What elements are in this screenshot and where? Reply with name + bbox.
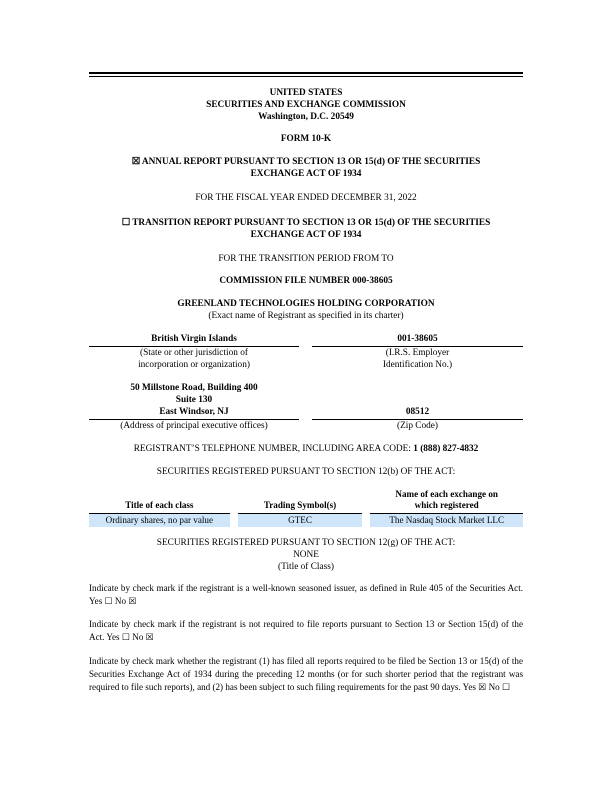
section-12g-heading: SECURITIES REGISTERED PURSUANT TO SECTION 12(g) OF THE ACT: [156,538,456,548]
telephone-line [89,444,523,456]
ein-value: 001-38605 [397,334,438,344]
zip-underline [312,419,523,420]
header-country: UNITED STATES [269,88,343,98]
filed-reports-paragraph: Indicate by check mark whether the registrant (1) has filed all reports required to be filed be Section 13 or 15(d) of the Securities Exchange Act of 1934 during the preceding 12 months (or for such shorter period that the registrant was required to file such reports), and (2) has been subject to such filing requirements for the past 90 days. Yes ☒ No ☐ [89,656,523,692]
not-required-paragraph: Indicate by check mark if the registrant is not required to file reports pursuant to Section 13 or Section 15(d) of the Act. Yes ☐ No ☒ [89,619,523,642]
table-row [89,513,523,527]
section-12g-value: NONE [293,550,319,560]
jurisdiction-value: British Virgin Islands [151,334,237,344]
ein-caption-1: (I.R.S. Employer [385,348,450,358]
transition-period-line: FOR THE TRANSITION PERIOD FROM TO [218,254,394,264]
telephone-label: REGISTRANT’S TELEPHONE NUMBER, INCLUDING AREA CODE: [133,444,414,454]
address-line-2: Suite 130 [175,395,213,405]
header-exchange [370,489,523,513]
top-rule-thin [89,76,523,77]
registrant-name: GREENLAND TECHNOLOGIES HOLDING CORPORATION [177,299,435,309]
transition-report-line-1: ☐ TRANSITION REPORT PURSUANT TO SECTION 13 OR 15(d) OF THE SECURITIES [121,218,491,228]
registrant-name-caption: (Exact name of Registrant as specified in its charter) [208,311,404,321]
section-12g-caption: (Title of Class) [278,562,334,572]
securities-table [89,489,523,527]
address-underline [89,419,299,420]
header-exchange-line-2: which registered [414,500,479,511]
jurisdiction-underline [89,346,299,347]
section-12b-heading: SECURITIES REGISTERED PURSUANT TO SECTION 12(b) OF THE ACT: [156,467,456,477]
annual-report-line-2: EXCHANGE ACT OF 1934 [250,169,362,179]
address-line-1: 50 Millstone Road, Building 400 [130,383,258,393]
ein-underline [312,346,523,347]
fiscal-year-line: FOR THE FISCAL YEAR ENDED DECEMBER 31, 2022 [195,193,417,203]
row-exchange: The Nasdaq Stock Market LLC [370,513,523,527]
jurisdiction-caption-2: incorporation or organization) [138,360,250,370]
row-trading-symbol: GTEC [238,513,363,527]
header-city: Washington, D.C. 20549 [258,112,354,122]
top-rule-thick [89,72,523,74]
zip-caption: (Zip Code) [396,421,439,431]
header-title-of-class: Title of each class [89,489,230,513]
jurisdiction-caption-1: (State or other jurisdiction of [140,348,248,358]
zip-value: 08512 [405,407,430,417]
form-title: FORM 10-K [280,134,332,144]
address-caption: (Address of principal executive offices) [120,421,268,431]
transition-report-line-2: EXCHANGE ACT OF 1934 [250,230,362,240]
address-line-3: East Windsor, NJ [159,407,229,417]
securities-table-header-row [89,489,523,513]
ein-caption-2: Identification No.) [382,360,453,370]
commission-file-number: COMMISSION FILE NUMBER 000-38605 [219,276,393,286]
header-trading-symbol: Trading Symbol(s) [238,489,363,513]
header-exchange-line-1: Name of each exchange on [395,489,498,499]
annual-report-line-1: ☒ ANNUAL REPORT PURSUANT TO SECTION 13 OR 15(d) OF THE SECURITIES [131,157,481,167]
telephone-number: 1 (888) 827-4832 [413,444,479,454]
row-title-of-class: Ordinary shares, no par value [89,513,230,527]
header-agency: SECURITIES AND EXCHANGE COMMISSION [206,100,406,110]
well-known-issuer-paragraph: Indicate by check mark if the registrant is a well-known seasoned issuer, as defined in Rule 405 of the Securities Act. Yes ☐ No ☒ [89,583,523,606]
